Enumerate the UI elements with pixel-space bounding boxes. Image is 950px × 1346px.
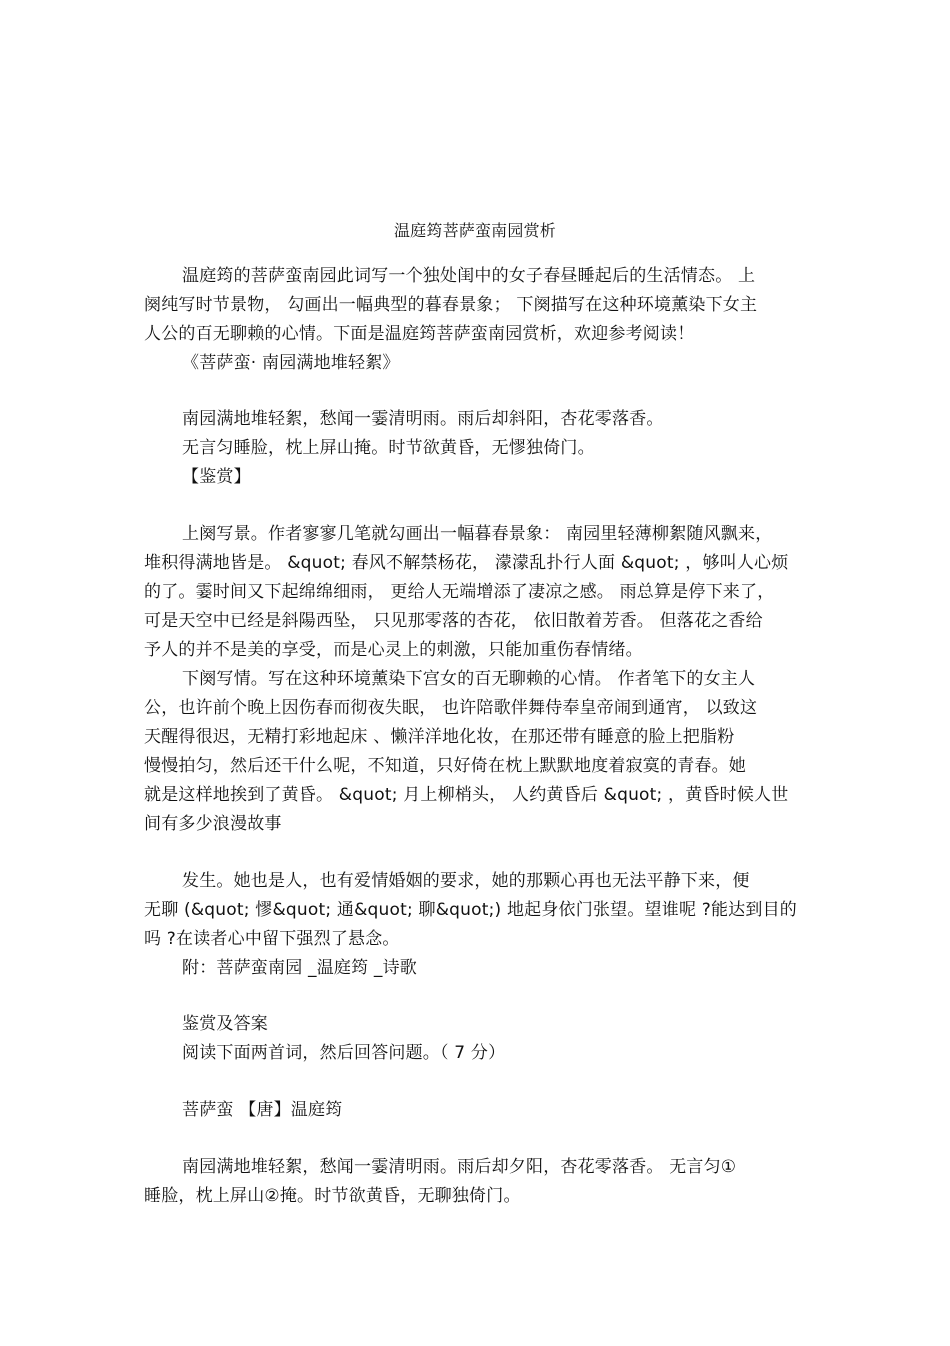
appendix-line: 附：菩萨蛮南园 _温庭筠 _诗歌 xyxy=(182,958,418,978)
para3-line-3: 吗 ?在读者心中留下强烈了悬念。 xyxy=(144,929,400,949)
instruction-line: 阅读下面两首词，然后回答问题。（ 7 分） xyxy=(182,1043,506,1063)
para1-line-5: 予人的并不是美的享受，而是心灵上的刺激，只能加重伤春情绪。 xyxy=(144,640,643,660)
poem2-heading: 菩萨蛮 【唐】温庭筠 xyxy=(182,1100,343,1120)
poem-line-1: 南园满地堆轻絮，愁闻一霎清明雨。雨后却斜阳，杏花零落香。 xyxy=(182,409,664,429)
para2-line-2: 公，也许前个晚上因伤春而彻夜失眠， 也许陪歌伴舞侍奉皇帝闹到通宵， 以致这 xyxy=(144,698,758,718)
para2-line-6: 间有多少浪漫故事 xyxy=(144,814,282,834)
para2-line-3: 天醒得很迟，无精打彩地起床 、懒洋洋地化妆，在那还带有睡意的脸上把脂粉 xyxy=(144,727,735,747)
answers-heading: 鉴赏及答案 xyxy=(182,1014,268,1034)
para2-line-1: 下阕写情。写在这种环境薰染下宫女的百无聊赖的心情。 作者笔下的女主人 xyxy=(182,669,756,689)
poem2-line-1: 南园满地堆轻絮，愁闻一霎清明雨。雨后却夕阳，杏花零落香。 无言匀① xyxy=(182,1157,737,1177)
appreciation-heading: 【鉴赏】 xyxy=(182,467,251,487)
poem2-line-2: 睡脸，枕上屏山②掩。时节欲黄昏，无聊独倚门。 xyxy=(144,1186,521,1206)
poem-line-2: 无言匀睡脸，枕上屏山掩。时节欲黄昏，无憀独倚门。 xyxy=(182,438,595,458)
para1-line-4: 可是天空中已经是斜陽西坠， 只见那零落的杏花， 依旧散着芳香。 但落花之香给 xyxy=(144,611,763,631)
para3-line-2: 无聊 (&quot; 憀&quot; 通&quot; 聊&quot;) 地起身依门张望。望谁呢 ?能达到目的 xyxy=(144,900,797,920)
para3-line-1: 发生。她也是人，也有爱情婚姻的要求，她的那颗心再也无法平静下来，便 xyxy=(182,871,750,891)
para2-line-5: 就是这样地挨到了黄昏。 &quot; 月上柳梢头， 人约黄昏后 &quot; ，黄昏时候人世 xyxy=(144,785,789,805)
para1-line-1: 上阕写景。作者寥寥几笔就勾画出一幅暮春景象： 南园里轻薄柳絮随风飘来， xyxy=(182,524,773,544)
intro-line-2: 阕纯写时节景物， 勾画出一幅典型的暮春景象； 下阕描写在这种环境薰染下女主 xyxy=(144,295,758,315)
poem-title: 《菩萨蛮· 南园满地堆轻絮》 xyxy=(182,353,400,373)
intro-line-3: 人公的百无聊赖的心情。下面是温庭筠菩萨蛮南园赏析，欢迎参考阅读！ xyxy=(144,324,695,344)
para1-line-2: 堆积得满地皆是。 &quot; 春风不解禁杨花， 濛濛乱扑行人面 &quot; ，够叫人心烦 xyxy=(144,553,789,573)
para2-line-4: 慢慢拍匀，然后还干什么呢，不知道，只好倚在枕上默默地度着寂寞的青春。她 xyxy=(144,756,746,776)
para1-line-3: 的了。霎时间又下起绵绵细雨， 更给人无端增添了凄凉之感。 雨总算是停下来了， xyxy=(144,582,775,602)
intro-line-1: 温庭筠的菩萨蛮南园此词写一个独处闺中的女子春昼睡起后的生活情态。 上 xyxy=(182,266,756,286)
document-title: 温庭筠菩萨蛮南园赏析 xyxy=(393,221,556,240)
